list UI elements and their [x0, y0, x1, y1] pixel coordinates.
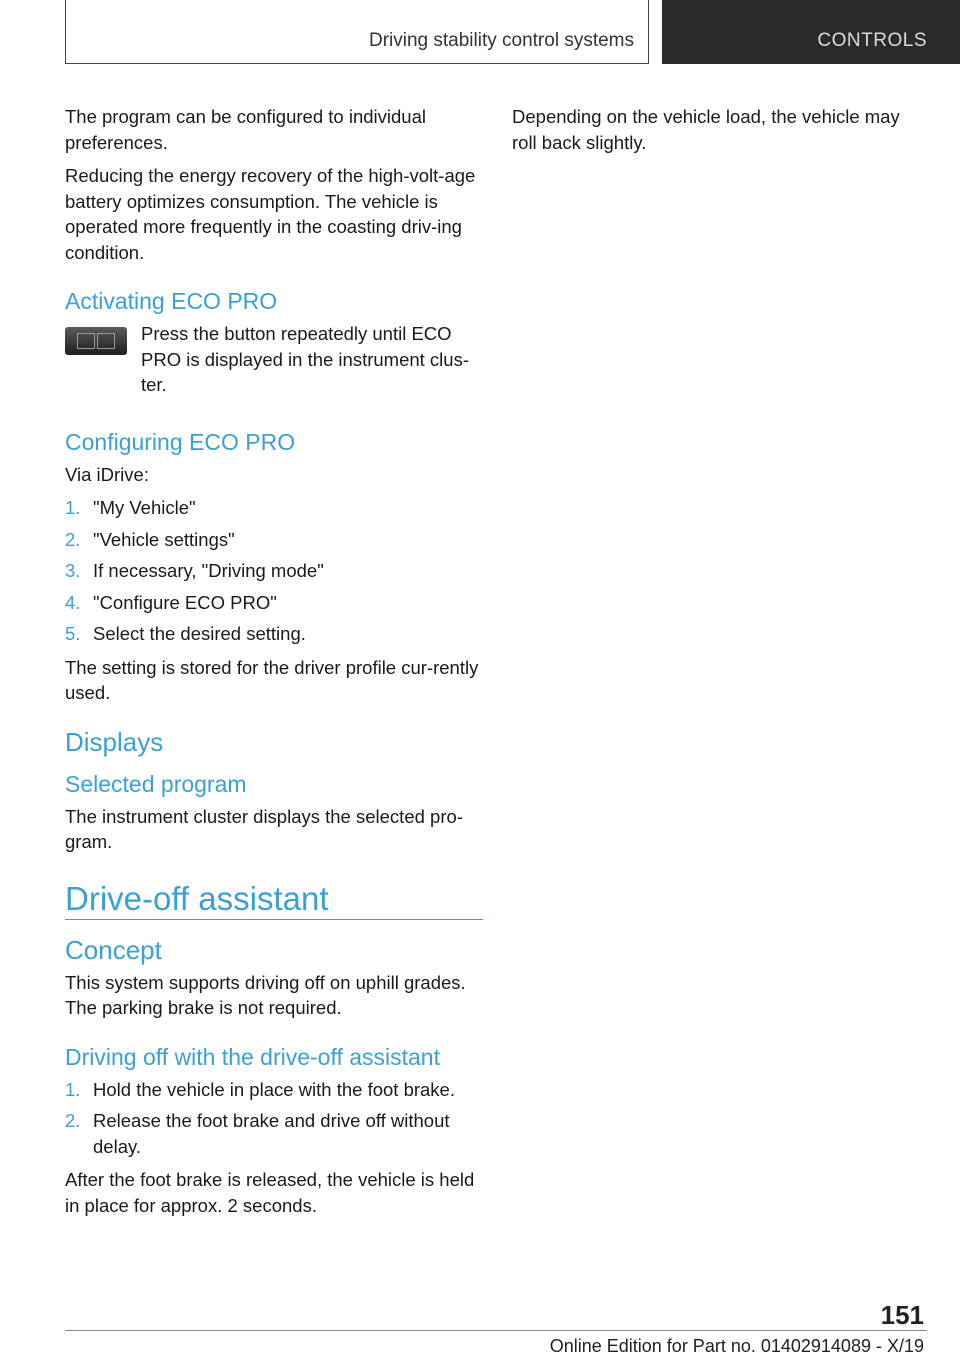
list-item: 3. If necessary, "Driving mode" — [65, 560, 324, 581]
header-chapter-title: CONTROLS — [817, 30, 927, 51]
heading-activating-eco-pro: Activating ECO PRO — [65, 288, 278, 314]
heading-rule — [65, 919, 483, 920]
paragraph-setting-stored: The setting is stored for the driver profile cur-rently used. — [65, 656, 479, 703]
paragraph-activating: Press the button repeatedly until ECO PRO is displayed in the instrument clus-ter. — [141, 323, 469, 395]
footer-divider — [65, 1330, 927, 1331]
paragraph-roll-back: Depending on the vehicle load, the vehicle may roll back slightly. — [512, 106, 900, 153]
header-section-title: Driving stability control systems — [368, 30, 634, 51]
list-item: 4. "Configure ECO PRO" — [65, 591, 277, 613]
list-item: 1. "My Vehicle" — [65, 497, 196, 518]
right-column — [512, 104, 917, 163]
footer-edition: Online Edition for Part no. 01402914089 - X/19 — [549, 1336, 924, 1356]
paragraph-concept: This system supports driving off on uphill grades. The parking brake is not required. — [65, 971, 466, 1018]
page-number: 151 — [880, 1300, 924, 1330]
heading-driving-off: Driving off with the drive-off assistant — [65, 1043, 440, 1070]
heading-concept: Concept — [65, 934, 162, 965]
list-item: 1. Hold the vehicle in place with the foot brake. — [65, 1078, 455, 1100]
heading-configuring-eco-pro: Configuring ECO PRO — [65, 428, 296, 455]
paragraph-via-idrive: Via iDrive: — [65, 463, 149, 485]
config-steps-list — [65, 495, 483, 647]
list-item: 2. Release the foot brake and drive off without delay. — [65, 1110, 450, 1157]
paragraph-configurable: The program can be configured to individual preferences. — [65, 106, 426, 153]
list-item: 2. "Vehicle settings" — [65, 528, 235, 550]
heading-drive-off-assistant: Drive-off assistant — [65, 879, 329, 917]
header-section-box — [65, 0, 649, 64]
paragraph-energy-recovery: Reducing the energy recovery of the high-volt-age battery optimizes consumption. The vehicle is operated more frequently in the coasting driv-ing condition. — [65, 165, 476, 263]
paragraph-after-release: After the foot brake is released, the vehicle is held in place for approx. 2 seconds. — [65, 1169, 475, 1216]
driving-mode-button-icon — [65, 327, 127, 355]
list-item: 5. Select the desired setting. — [65, 623, 306, 644]
heading-selected-program: Selected program — [65, 770, 247, 797]
paragraph-selected-program: The instrument cluster displays the selected pro-gram. — [65, 805, 463, 852]
activating-row — [65, 321, 483, 406]
heading-displays: Displays — [65, 726, 164, 757]
left-column — [65, 104, 483, 1226]
header-chapter-box — [662, 0, 960, 64]
drive-off-steps-list — [65, 1077, 483, 1160]
